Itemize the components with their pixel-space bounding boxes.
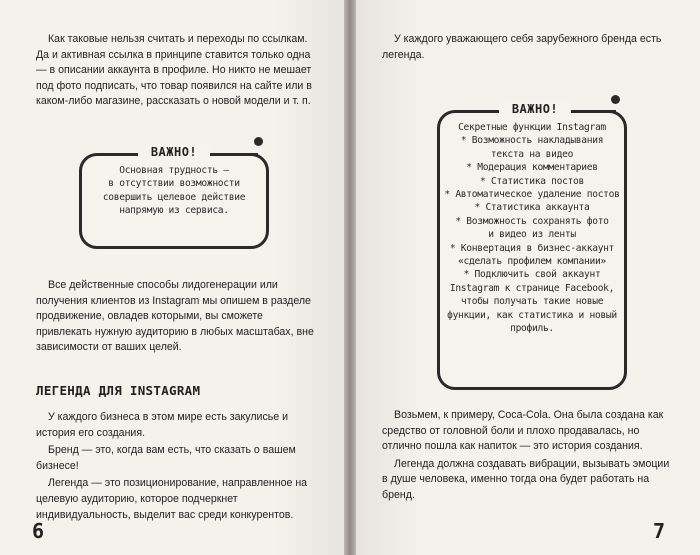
- callout-line: совершить целевое действие: [102, 191, 246, 203]
- callout-line: чтобы получать такие новые: [460, 296, 604, 308]
- callout-dot-icon: [254, 137, 263, 146]
- callout-line: в отсутствии возможности: [108, 178, 240, 190]
- callout-line: напрямую из сервиса.: [119, 205, 229, 217]
- callout-line: текста на видео: [490, 148, 574, 160]
- book-spine: [344, 0, 356, 555]
- callout-line: и видео из ленты: [488, 229, 576, 241]
- callout-line: Секретные функции Instagram: [458, 122, 606, 133]
- right-body-text: [382, 408, 672, 506]
- paragraph: Легенда — это позиционирование, направленное на целевую аудиторию, которое подчеркнет индивидуальность, выделит вас среди конкурентов.: [36, 477, 308, 521]
- right-callout-body: [442, 121, 622, 336]
- left-intro-paragraph: [36, 32, 314, 112]
- page-number-left: 6: [32, 519, 45, 543]
- paragraph: У каждого бизнеса в этом мире есть закулисье и история его создания.: [36, 411, 289, 439]
- right-callout-title: ВАЖНО!: [499, 102, 571, 116]
- callout-line: * Статистика постов: [479, 175, 585, 187]
- callout-line: * Модерация комментариев: [466, 162, 598, 174]
- paragraph: Все действенные способы лидогенерации или получения клиентов из Instagram мы опишем в разделе продвижение, овладев которыми, вы сможете привлекать нужную аудиторию в любых масштабах, вне зависимости от ваших целей.: [36, 279, 314, 354]
- paragraph: Как таковые нельзя считать и переходы по ссылкам. Да и активная ссылка в принципе ставится только одна — в описании аккаунта в профиле. Но никто не мешает под фото подписать, что товар появился на сайте или в каком-либо магазине, рассказать о новой модели и т. п.: [36, 33, 312, 108]
- callout-line: функции, как статистика и новый: [447, 309, 617, 321]
- callout-line: Основная трудность —: [119, 165, 229, 176]
- callout-line: * Подключить свой аккаунт: [463, 269, 601, 281]
- callout-line: профиль.: [510, 323, 554, 335]
- callout-line: * Автоматическое удаление постов: [444, 189, 620, 201]
- callout-dot-icon: [611, 95, 620, 104]
- callout-connector: [228, 153, 258, 156]
- right-callout-box: [437, 110, 627, 390]
- callout-line: * Статистика аккаунта: [474, 202, 590, 214]
- right-intro-paragraph: [382, 32, 672, 65]
- right-page: [356, 0, 700, 555]
- paragraph: Бренд — это, когда вам есть, что сказать о вашем бизнесе!: [36, 444, 296, 472]
- callout-connector: [594, 110, 616, 113]
- left-callout-title: ВАЖНО!: [138, 145, 210, 159]
- callout-line: * Возможность накладывания: [460, 135, 604, 147]
- callout-line: «сделать профилем компании»: [458, 256, 606, 268]
- page-number-right: 7: [653, 519, 666, 543]
- left-section-text: [36, 410, 314, 525]
- callout-line: Instagram к странице Facebook,: [449, 282, 615, 294]
- left-methods-paragraph: [36, 278, 314, 358]
- left-callout-box: [79, 153, 269, 249]
- left-page: [0, 0, 344, 555]
- paragraph: У каждого уважающего себя зарубежного бренда есть легенда.: [382, 33, 662, 61]
- callout-line: * Возможность сохранять фото: [455, 215, 609, 227]
- left-callout-body: [86, 164, 262, 218]
- paragraph: Легенда должна создавать вибрации, вызывать эмоции в душе человека, именно тогда она будет работать на бренд.: [382, 457, 670, 501]
- paragraph: Возьмем, к примеру, Coca-Cola. Она была создана как средство от головной боли и плохо продавалась, но отлично пошла как напиток — это история создания.: [382, 409, 664, 453]
- callout-line: * Конвертация в бизнес-аккаунт: [449, 242, 615, 254]
- section-heading: ЛЕГЕНДА ДЛЯ INSTAGRAM: [36, 383, 201, 398]
